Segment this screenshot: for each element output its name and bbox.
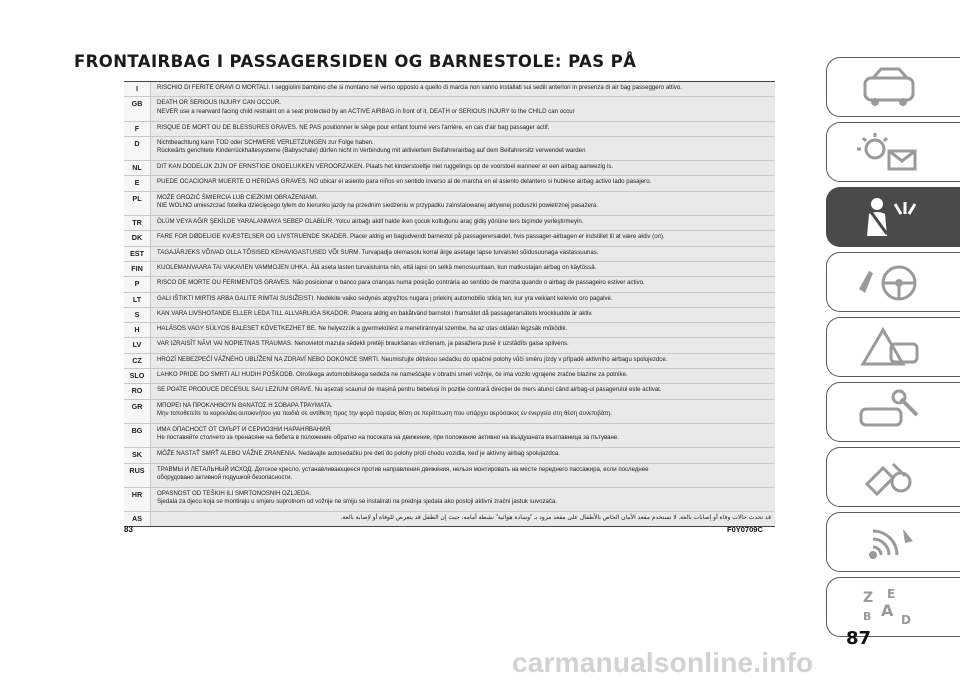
starting-driving-icon bbox=[843, 259, 943, 307]
warning-row bbox=[124, 231, 775, 246]
warning-text bbox=[151, 82, 775, 96]
warning-row bbox=[124, 262, 775, 277]
nav-tab-multimedia[interactable] bbox=[826, 512, 960, 572]
watermark: carmanualsonline.info bbox=[512, 647, 814, 678]
language-code: E bbox=[124, 176, 151, 190]
warning-row bbox=[124, 216, 775, 231]
svg-text:Z: Z bbox=[863, 590, 874, 606]
warning-text bbox=[151, 97, 775, 120]
warning-line-1: TAGAJÄRJEKS VÕIVAD OLLA TÕSISED KEHAVIGASTUSED VÕI SURM. Turvapadja olemasolu korral ärge asetage lapse turvaistet sõidusuunaga vastassuunas. bbox=[157, 248, 599, 256]
warning-text bbox=[151, 277, 775, 291]
warning-text bbox=[151, 400, 775, 423]
warning-row bbox=[124, 122, 775, 137]
multimedia-icon bbox=[843, 519, 943, 567]
language-code: RO bbox=[124, 384, 151, 398]
warning-table bbox=[124, 81, 775, 527]
nav-tab-starting-driving[interactable] bbox=[826, 252, 960, 312]
warning-text bbox=[151, 137, 775, 160]
warning-lights-icon bbox=[843, 129, 943, 177]
svg-text:A: A bbox=[881, 601, 894, 620]
warning-row bbox=[124, 400, 775, 424]
warning-row bbox=[124, 137, 775, 161]
nav-tab-dashboard[interactable] bbox=[826, 57, 960, 117]
warning-line-1: HROZÍ NEBEZPEČÍ VÁŽNÉHO UBLÍŽENÍ NA ZDRAVÍ NEBO DOKONCE SMRTI. Neumisťujte dětskou sedačku do opačné polohy vůči směru jízdy v případě aktivního airbagu spolujezdce. bbox=[157, 355, 668, 363]
warning-text bbox=[151, 338, 775, 352]
language-code: NL bbox=[124, 161, 151, 175]
warning-line-1: OPASNOST OD TEŠKIH ILI SMRTONOSNIH OZLJEDA. bbox=[157, 489, 312, 497]
language-code: D bbox=[124, 137, 151, 160]
warning-text bbox=[151, 354, 775, 368]
warning-line-2: Μην τοποθετείτε το καρεκλάκι αυτοκινήτου για παιδιά σε αντίθετη προς την φορά πορείας θέση σε περίπτωση που υπάρχει αερόσακος εν ενεργεία στη θέση συνεπιβάτη. bbox=[157, 410, 612, 418]
language-code: TR bbox=[124, 216, 151, 230]
warning-text bbox=[151, 192, 775, 215]
warning-row bbox=[124, 384, 775, 399]
warning-text bbox=[151, 384, 775, 398]
warning-row bbox=[124, 308, 775, 323]
warning-text bbox=[151, 247, 775, 261]
warning-text bbox=[151, 464, 775, 487]
warning-row bbox=[124, 338, 775, 353]
car-dashboard-icon bbox=[843, 64, 943, 112]
warning-text bbox=[151, 293, 775, 307]
language-code: H bbox=[124, 323, 151, 337]
warning-line-1: ИМА ОПАСНОСТ ОТ СМЪРТ И СЕРИОЗНИ НАРАНЯВАНИЯ. bbox=[157, 425, 332, 433]
warning-row bbox=[124, 512, 775, 526]
warning-line-2: Sjedala za djecu koja se montiraju u smjeru suprotnom od vožnje ne smiju se instalirati na prednja sjedala ako postoji aktivni zračni jastuk suvozača. bbox=[157, 498, 558, 506]
nav-tab-safety[interactable] bbox=[826, 187, 960, 247]
warning-line-1: ТРАВМЫ И ЛЕТАЛЬНЫЙ ИСХОД. Детское кресло, устанавливающееся против направления движения, нельзя монтировать на месте переднего пассажира, если последнее bbox=[157, 465, 649, 473]
language-code: I bbox=[124, 82, 151, 96]
warning-row bbox=[124, 323, 775, 338]
warning-line-1: RISCO DE MORTE OU FERIMENTOS GRAVES. Não posicionar o banco para crianças numa posição contrária ao sentido de marcha quando o airbag de passageiro estiver activo. bbox=[157, 279, 645, 287]
warning-row bbox=[124, 247, 775, 262]
warning-line-1: ÖLÜM VEYA AĞIR ŞEKİLDE YARALANMAYA SEBEP OLABİLİR. Yolcu airbağı aktif halde iken çocuk koltuğunu araç gidiş yönüne ters biçimde yerleştirmeyin. bbox=[157, 218, 584, 226]
warning-line-1: MOŻE GROZIĆ ŚMIERCIA LUB CIEŻKIMI OBRAŻENIAMI. bbox=[157, 193, 318, 201]
warning-row bbox=[124, 448, 775, 463]
technical-data-icon bbox=[843, 454, 943, 502]
warning-line-1: VAR IZRAISĪT NĀVI VAI NOPIETNAS TRAUMAS. Nenovietot mazuļa sēdekli pretēji braukšanas virzienam, ja pasažiera pusē ir uzstādīts gaisa spilvens. bbox=[157, 340, 569, 348]
language-code: P bbox=[124, 277, 151, 291]
warning-line-1: SE POATE PRODUCE DECESUL SAU LEZIUNI GRAVE. Nu așezați scaunul de mașină pentru bebeluși în poziție contrară direcției de mers atunci când airbag-ul pasagerului este activat. bbox=[157, 386, 662, 394]
warning-line-2: NIE WOLNO umieszczać fotelika dziecięcego tyłem do kierunku jazdy na przednim siedzeniu w przypadku zainstalowanej aktywnej poduszki powietrznej pasażera. bbox=[157, 202, 598, 210]
language-code: FIN bbox=[124, 262, 151, 276]
maintenance-icon bbox=[843, 389, 943, 437]
warning-line-1: LAHKO PRIDE DO SMRTI ALI HUDIH POŠKODB. Otroškega avtomobilskega sedeža ne nameščajte v obratni smeri vožnje, če ima vozilo vgrajene zračne blazine za potnike. bbox=[157, 371, 628, 379]
language-code: GR bbox=[124, 400, 151, 423]
warning-line-1: FARE FOR DØDELIGE KVÆSTELSER OG LIVSTRUENDE SKADER. Placer aldrig en bagudvendt barnestol på passagerersædet, hvis passager-airbagen er indstillet til at være aktiv (on). bbox=[157, 233, 665, 241]
warning-row bbox=[124, 192, 775, 216]
warning-line-2: оборудовано активной подушкой безопасности. bbox=[157, 473, 293, 481]
warning-line-1: GALI IŠTIKTI MIRTIS ARBA GALITE RIMTAI SUSIŽEISTI. Nedėkite vaiko sėdynės atgręžtos nugara į priekinį automobilio stiklą ten, kur yra veikiant keleivio oro pagalvė. bbox=[157, 294, 613, 302]
warning-line-1: KUOLEMANVAARA TAI VAKAVIEN VAMMOJEN UHKA. Älä aseta lasten turvaistuinta niin, että lapsi on selkä menosuuntaan, kun matkustajan airbag on käytössä. bbox=[157, 263, 597, 271]
language-code: SK bbox=[124, 448, 151, 462]
nav-tab-warning-lights[interactable] bbox=[826, 122, 960, 182]
language-code: LT bbox=[124, 293, 151, 307]
seat-belt-airbag-icon bbox=[843, 194, 943, 242]
warning-text bbox=[151, 448, 775, 462]
warning-text bbox=[151, 512, 775, 526]
warning-line-1: HALÁSOS VAGY SÚLYOS BALESET KÖVETKEZHET BE. Ne helyezzük a gyermekülést a menetiránnyal szembe, ha az utas oldalán légzsák működik. bbox=[157, 325, 568, 333]
language-code: EST bbox=[124, 247, 151, 261]
warning-row bbox=[124, 82, 775, 97]
nav-tab-technical-data[interactable] bbox=[826, 447, 960, 507]
warning-line-2: NEVER use a rearward facing child restraint on a seat protected by an ACTIVE AIRBAG in front of it, DEATH or SERIOUS INJURY to the CHILD can occur bbox=[157, 107, 575, 115]
warning-row bbox=[124, 97, 775, 121]
warning-line-1: KAN VARA LIVSHOTANDE ELLER LEDA TILL ALLVARLIGA SKADOR. Placera aldrig en bakåtvänd barnstol i framsätet då passagerarsätets krockkudde är aktiv. bbox=[157, 309, 593, 317]
nav-tab-maintenance[interactable] bbox=[826, 382, 960, 442]
warning-text bbox=[151, 122, 775, 136]
warning-line-1: MÔŽE NASTAŤ SMRŤ ALEBO VÁŽNE ZRANENIA. Nedávajte autosedačku pre deti do polohy proti chodu vozidla, keď je aktívny airbag spolujazdca. bbox=[157, 450, 560, 458]
warning-row bbox=[124, 464, 775, 488]
language-code: F bbox=[124, 122, 151, 136]
warning-text bbox=[151, 308, 775, 322]
language-code: DK bbox=[124, 231, 151, 245]
svg-text:E: E bbox=[887, 587, 896, 601]
warning-text bbox=[151, 424, 775, 447]
warning-text bbox=[151, 216, 775, 230]
language-code: S bbox=[124, 308, 151, 322]
language-code: BG bbox=[124, 424, 151, 447]
warning-row bbox=[124, 488, 775, 512]
warning-row bbox=[124, 277, 775, 292]
warning-text bbox=[151, 323, 775, 337]
language-code: SLO bbox=[124, 369, 151, 383]
warning-line-1: قد تحدث حالات وفاة أو إصابات بالغة. لا تستخدم مقعد الأمان الخاص بالأطفال على مقعد مزود بـ "وسادة هوائية" نشطة أمامه، حيث إن الطفل قد يتعرض للوفاة أو لإصابة بالغة. bbox=[340, 514, 771, 522]
warning-line-1: ΜΠΟΡΕΙ ΝΑ ΠΡΟΚΛΗΘΟΥΝ ΘΑΝΑΤΟΣ Η ΣΟΒΑΡΑ ΤΡΑΥΜΑΤΑ. bbox=[157, 401, 333, 409]
language-code: AS bbox=[124, 512, 151, 526]
language-code: HR bbox=[124, 488, 151, 511]
nav-tab-emergency[interactable] bbox=[826, 317, 960, 377]
warning-text bbox=[151, 231, 775, 245]
warning-line-1: RISQUE DE MORT OU DE BLESSURES GRAVES. NE PAS positionner le siège pour enfant tourné vers l'arrière, en cas d'air bag passager actif. bbox=[157, 123, 550, 131]
page-title: FRONTAIRBAG I PASSAGERSIDEN OG BARNESTOLE: PAS PÅ bbox=[74, 52, 637, 71]
warning-row bbox=[124, 293, 775, 308]
warning-line-1: RISCHIO DI FERITE GRAVI O MORTALI. I seggiolini bambino che si montano nel verso opposto a quello di marcia non vanno installati sui sedili anteriori in presenza di air bag passeggero attivo. bbox=[157, 84, 682, 91]
inner-page-number: 83 bbox=[124, 525, 133, 534]
language-code: LV bbox=[124, 338, 151, 352]
warning-line-2: Rückwärts gerichtete Kinderrückhaltesysteme (Babyschale) dürfen nicht in Verbindung mit aktiviertem Beifahrerairbag auf dem Beifahrersitz verwendet warden bbox=[157, 147, 586, 155]
index-icon bbox=[843, 584, 943, 632]
warning-text bbox=[151, 369, 775, 383]
emergency-icon bbox=[843, 324, 943, 372]
warning-text bbox=[151, 262, 775, 276]
side-nav bbox=[826, 57, 960, 642]
language-code: PL bbox=[124, 192, 151, 215]
language-code: CZ bbox=[124, 354, 151, 368]
svg-text:B: B bbox=[863, 610, 872, 623]
language-code: RUS bbox=[124, 464, 151, 487]
warning-text bbox=[151, 161, 775, 175]
warning-line-1: DEATH OR SERIOUS INJURY CAN OCCUR. bbox=[157, 99, 281, 107]
warning-line-1: PUEDE OCACIONAR MUERTE O HERIDAS GRAVES. NO ubicar el asiento para niños en sentido inverso al de marcha en el asiento delantero si hubiese airbag activo lado pasajero. bbox=[157, 178, 652, 186]
language-code: GB bbox=[124, 97, 151, 120]
warning-line-1: Nichtbeachtung kann TOD oder SCHWERE VERLETZUNGEN zur Folge haben. bbox=[157, 138, 374, 146]
warning-row bbox=[124, 161, 775, 176]
page-number: 87 bbox=[846, 628, 872, 649]
warning-row bbox=[124, 369, 775, 384]
svg-text:D: D bbox=[901, 613, 911, 627]
warning-row bbox=[124, 176, 775, 191]
warning-row bbox=[124, 354, 775, 369]
warning-line-2: Не поставяйте столчето за пренасяне на бебета в положение обратно на посоката на движение, при положение активно на въздушната възглавница за пътуване. bbox=[157, 434, 620, 442]
warning-line-1: DIT KAN DODELIJK ZIJN OF ERNSTIGE ONGELUKKEN VEROORZAKEN. Plaats het kinderstoeltje niet ruggelings op de voorstoel wanneer er een airbag aanwezig is. bbox=[157, 163, 614, 171]
warning-row bbox=[124, 424, 775, 448]
image-code: F0Y0709C bbox=[727, 525, 763, 534]
warning-text bbox=[151, 176, 775, 190]
warning-text bbox=[151, 488, 775, 511]
